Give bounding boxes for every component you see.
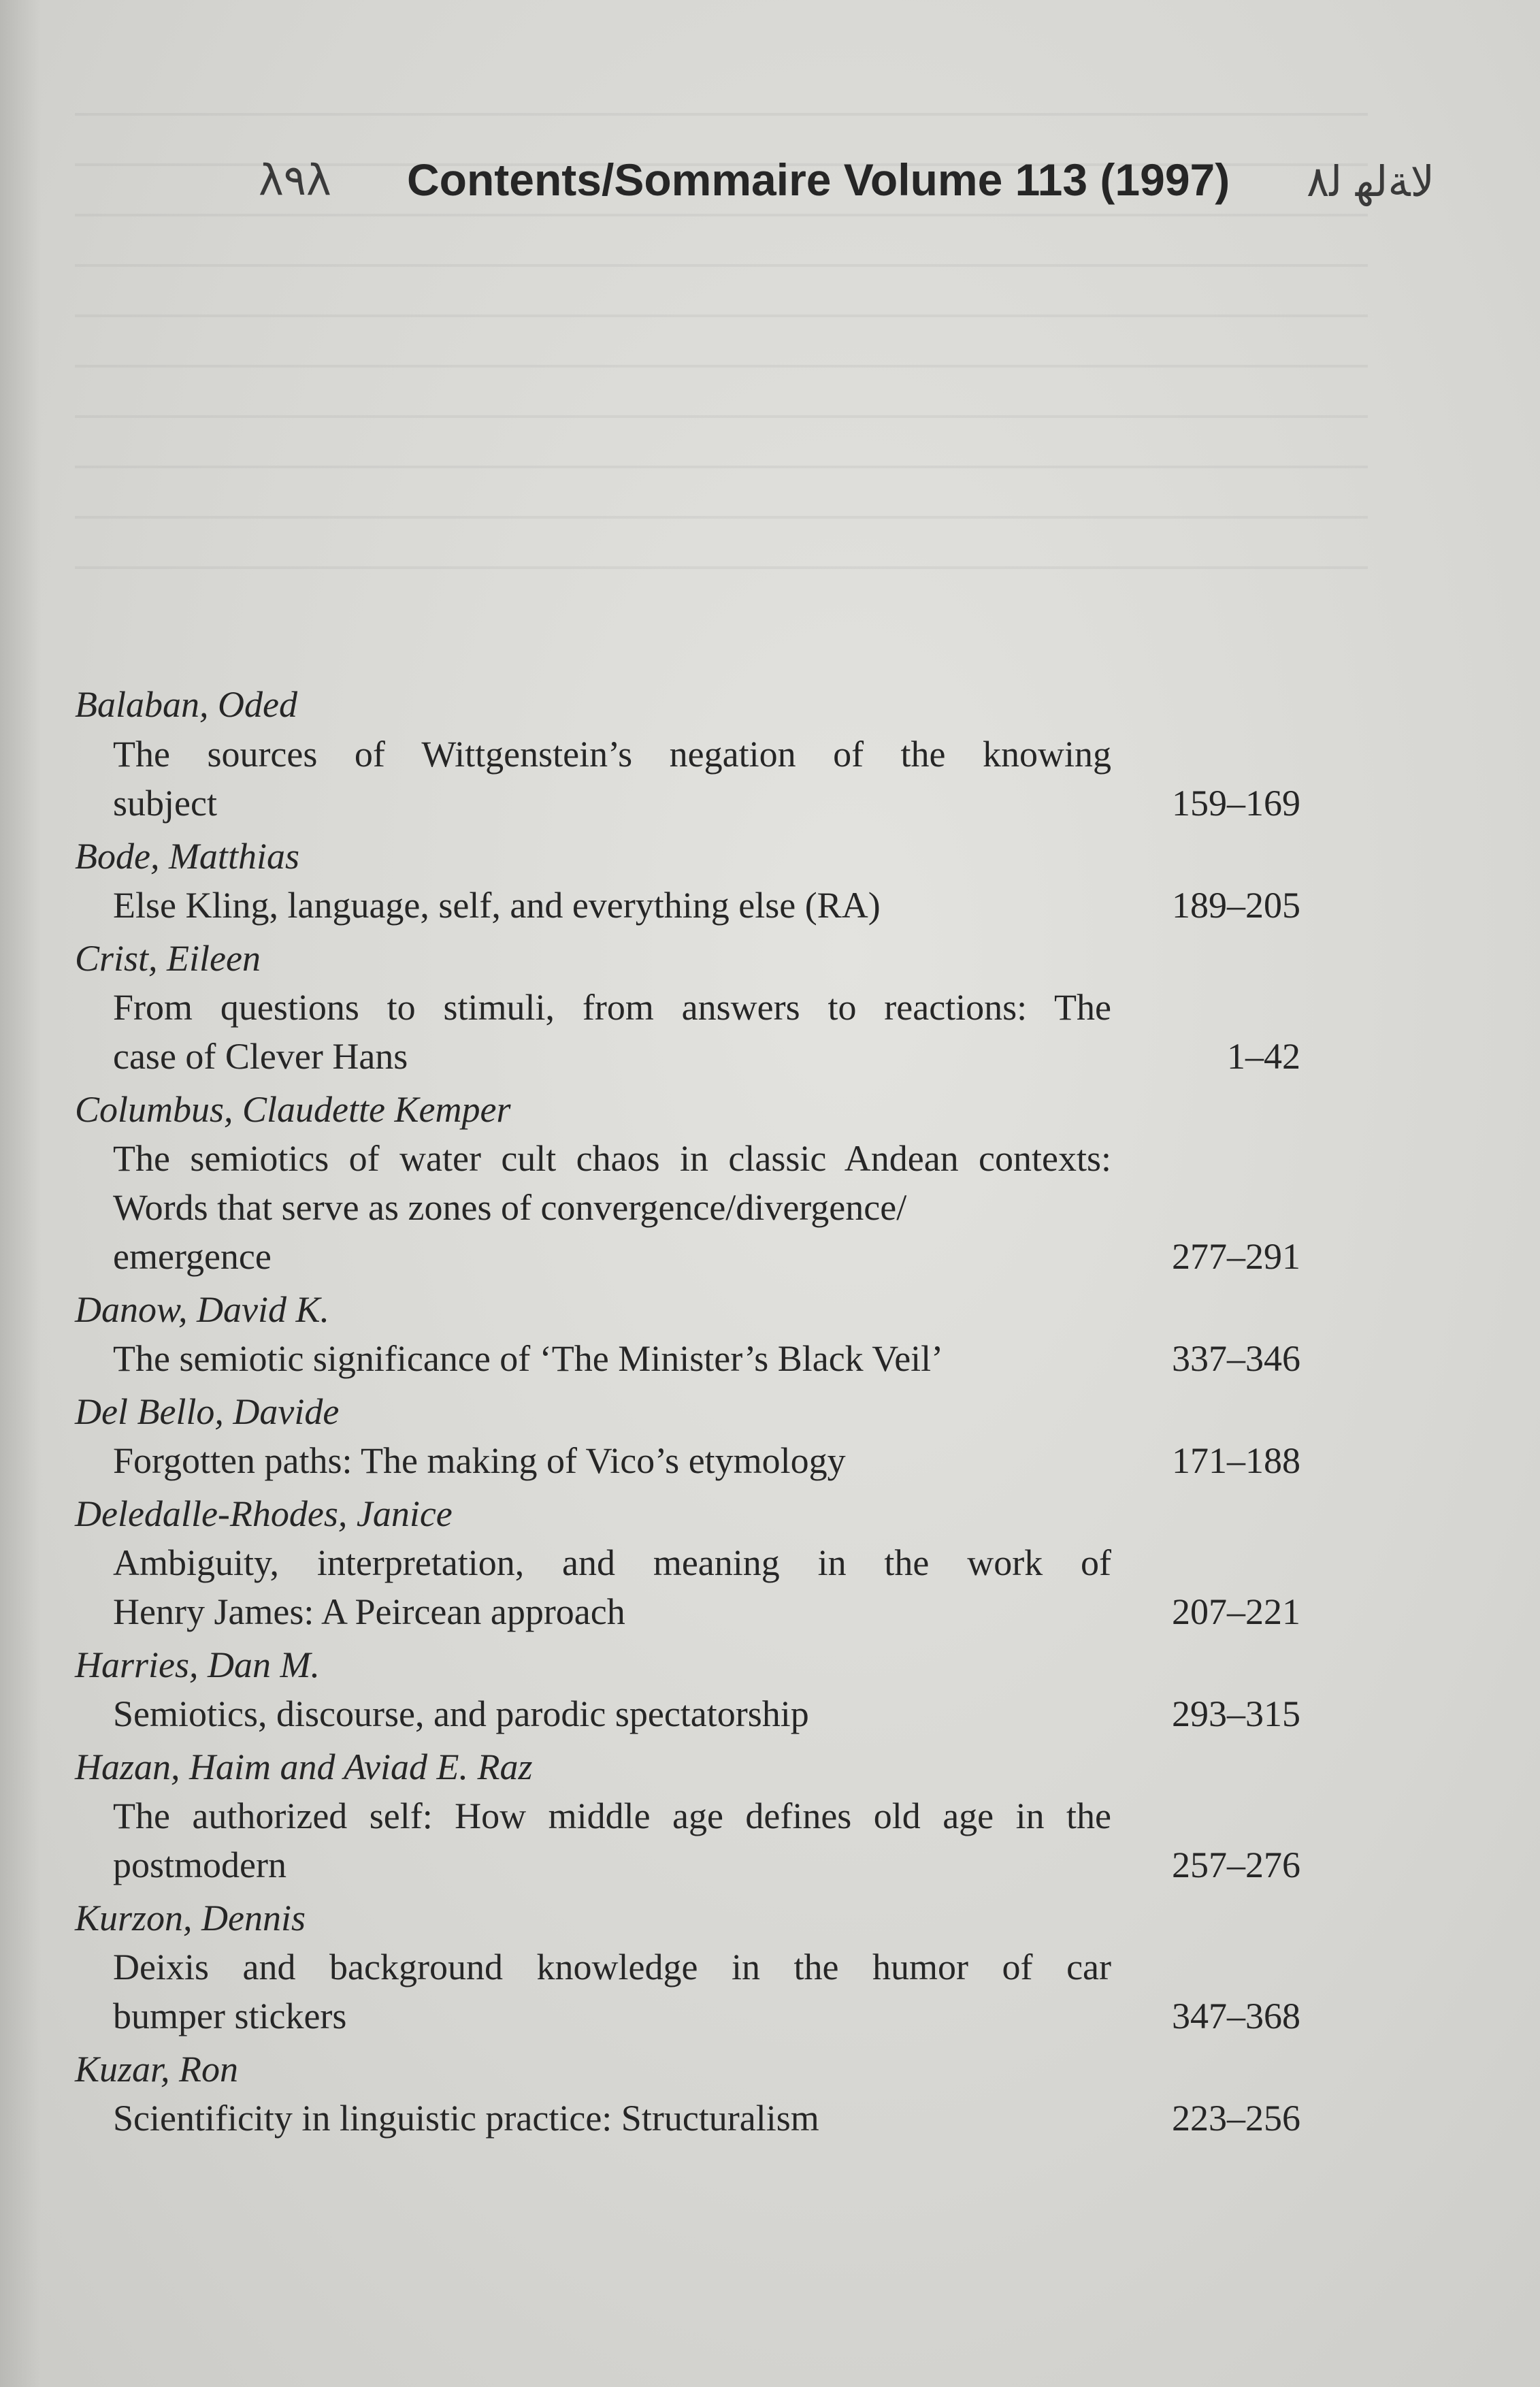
entry-title-line: postmodern	[113, 1845, 286, 1885]
entry-title-line: Deixis and background knowledge in the humor of car	[113, 1947, 1111, 1987]
entry-page-range: 293–315	[1172, 1693, 1300, 1734]
entry-author: Harries, Dan M.	[75, 1644, 320, 1685]
entry-title-line: Semiotics, discourse, and parodic spectatorship	[113, 1693, 809, 1734]
entry-title-line: The authorized self: How middle age defines old age in the	[113, 1796, 1111, 1836]
entry-title-line: Words that serve as zones of convergence/divergence/	[113, 1187, 907, 1228]
entry-title-line: The semiotic significance of ‘The Minister’s Black Veil’	[113, 1338, 944, 1379]
entry-title-line: The semiotics of water cult chaos in classic Andean contexts:	[113, 1138, 1111, 1179]
entry-title-line: From questions to stimuli, from answers to reactions: The	[113, 987, 1111, 1028]
entry-title-line: The sources of Wittgenstein’s negation of the knowing	[113, 734, 1111, 775]
entry-author: Hazan, Haim and Aviad E. Raz	[75, 1747, 533, 1787]
entry-page-range: 347–368	[1172, 1996, 1300, 2036]
entry-author: Deledalle-Rhodes, Janice	[75, 1493, 453, 1534]
entry-title-line: Scientificity in linguistic practice: Structuralism	[113, 2098, 819, 2139]
entry-page-range: 277–291	[1172, 1236, 1300, 1277]
entry-author: Kurzon, Dennis	[75, 1898, 306, 1938]
entry-title-line: Forgotten paths: The making of Vico’s etymology	[113, 1440, 846, 1481]
entry-page-range: 207–221	[1172, 1591, 1300, 1632]
entry-page-range: 189–205	[1172, 885, 1300, 926]
handwritten-annotation-right: ﻻﺔﻟﻬ ﻟ٨	[1307, 157, 1435, 206]
entry-author: Balaban, Oded	[75, 684, 297, 725]
entry-author: Crist, Eileen	[75, 938, 261, 979]
entry-author: Danow, David K.	[75, 1289, 329, 1330]
entry-title-line: Henry James: A Peircean approach	[113, 1591, 625, 1632]
entry-title-line: case of Clever Hans	[113, 1036, 408, 1077]
entry-title-line: Else Kling, language, self, and everything else (RA)	[113, 885, 881, 926]
entry-page-range: 257–276	[1172, 1845, 1300, 1885]
entry-page-range: 223–256	[1172, 2098, 1300, 2139]
entry-author: Bode, Matthias	[75, 836, 299, 877]
entry-page-range: 1–42	[1227, 1036, 1300, 1077]
page-title: Contents/Sommaire Volume 113 (1997)	[407, 155, 1230, 205]
entry-author: Columbus, Claudette Kemper	[75, 1089, 511, 1130]
entry-page-range: 171–188	[1172, 1440, 1300, 1481]
entry-title-line: subject	[113, 783, 217, 824]
handwritten-annotation-left: λ٩λ	[259, 155, 331, 205]
entry-title-line: emergence	[113, 1236, 272, 1277]
entry-title-line: Ambiguity, interpretation, and meaning in the work of	[113, 1542, 1111, 1583]
entry-title-line: bumper stickers	[113, 1996, 347, 2036]
entry-author: Kuzar, Ron	[75, 2049, 239, 2090]
entry-page-range: 159–169	[1172, 783, 1300, 824]
entry-author: Del Bello, Davide	[75, 1391, 340, 1432]
entry-page-range: 337–346	[1172, 1338, 1300, 1379]
